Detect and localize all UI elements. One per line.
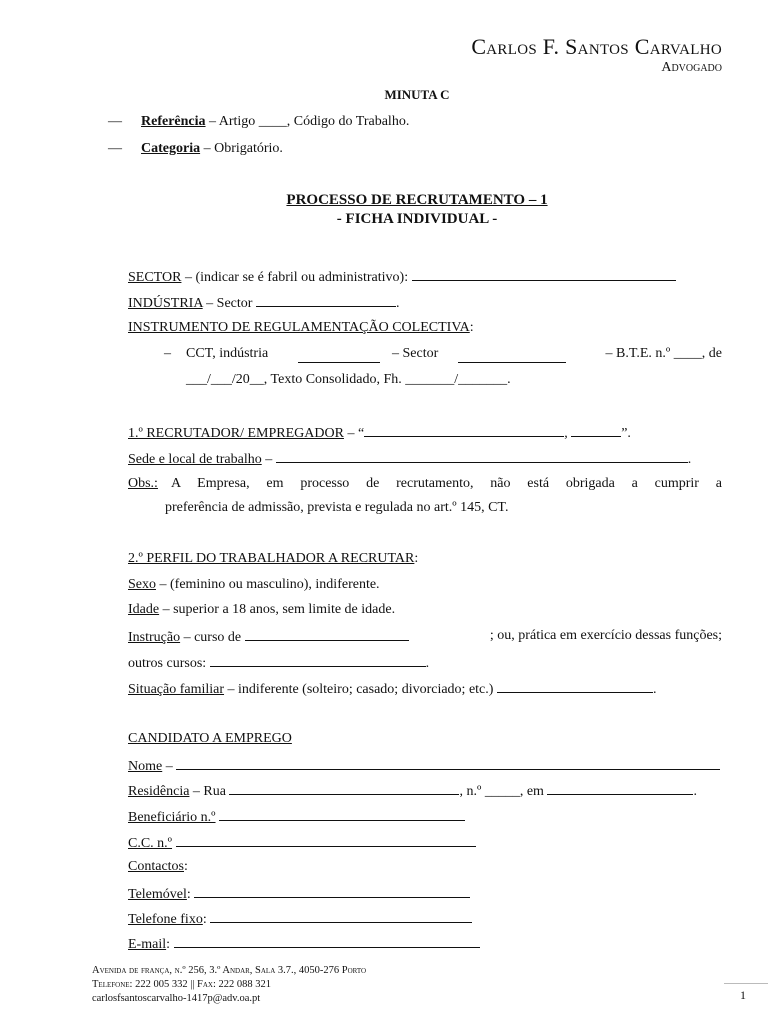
cct-line	[164, 346, 722, 362]
perfil-label: 2.º PERFIL DO TRABALHADOR A RECRUTAR	[128, 551, 415, 566]
contactos-label: Contactos	[128, 859, 184, 874]
outros-line: outros cursos: .	[128, 656, 430, 671]
email-blank[interactable]	[174, 935, 480, 948]
obs-line	[128, 476, 722, 492]
reference-label: Referência	[141, 114, 206, 129]
beneficiario-line	[128, 808, 465, 826]
obs-text-1: A Empresa, em processo de recrutamento, não está obrigada a cumprir a	[171, 476, 722, 491]
perfil-heading: 2.º PERFIL DO TRABALHADOR A RECRUTAR:	[128, 551, 419, 566]
telefone-label: Telefone fixo	[128, 912, 203, 927]
lawyer-title: Advogado	[661, 60, 722, 75]
page-number-rule	[724, 983, 768, 984]
industria-label: INDÚSTRIA	[128, 296, 203, 311]
cct-industria: CCT, indústria	[186, 346, 269, 361]
footer-address: Avenida de frança, n.º 256, 3.º Andar, Sala 3.7., 4050-276 Porto	[92, 965, 367, 976]
situacao-blank[interactable]	[497, 680, 653, 693]
contactos-line: Contactos:	[128, 859, 188, 874]
footer-phone: Telefone: 222 005 332 || Fax: 222 088 321	[92, 979, 272, 990]
recrutador-name-blank[interactable]	[364, 424, 564, 437]
cct-sector: – Sector	[392, 346, 439, 361]
sede-blank[interactable]	[276, 450, 688, 463]
industria-blank[interactable]	[256, 294, 396, 307]
idade-text: – superior a 18 anos, sem limite de idade.	[159, 602, 396, 617]
outros-blank[interactable]	[210, 654, 426, 667]
residencia-label: Residência	[128, 784, 190, 799]
candidato-heading	[128, 731, 292, 747]
residencia-local-blank[interactable]	[547, 782, 693, 795]
telemovel-label: Telemóvel	[128, 887, 187, 902]
instrucao-blank[interactable]	[245, 628, 409, 641]
document-title	[0, 192, 770, 228]
industria-text: – Sector	[202, 296, 256, 311]
instrucao-line	[128, 628, 722, 646]
instrucao-text-b: ; ou, prática em exercício dessas funções;	[489, 628, 722, 643]
instrumento-line: INSTRUMENTO DE REGULAMENTAÇÃO COLECTIVA:	[128, 320, 474, 335]
telefone-blank[interactable]	[210, 910, 472, 923]
reference-line	[108, 114, 409, 130]
nome-line: Nome –	[128, 757, 720, 775]
residencia-numero: , n.º _____, em	[459, 784, 548, 799]
instrumento-label: INSTRUMENTO DE REGULAMENTAÇÃO COLECTIVA	[128, 320, 470, 335]
idade-line	[128, 602, 395, 618]
obs-label: Obs.:	[128, 476, 158, 491]
sexo-label: Sexo	[128, 577, 156, 592]
recrutador-text-a: – “	[343, 426, 365, 441]
idade-label: Idade	[128, 602, 160, 617]
category-line	[108, 141, 283, 157]
email-label: E-mail	[128, 937, 167, 952]
instrucao-text-a: – curso de	[180, 630, 245, 645]
cct-industria-blank[interactable]	[298, 350, 380, 363]
category-label: Categoria	[141, 141, 201, 156]
footer	[92, 964, 366, 1006]
sexo-line	[128, 577, 380, 593]
reference-dash: —	[108, 114, 122, 129]
obs-text-2: preferência de admissão, prevista e regulada no art.º 145, CT.	[165, 500, 509, 515]
instrucao-label: Instrução	[128, 630, 181, 645]
situacao-label: Situação familiar	[128, 682, 225, 697]
nome-label: Nome	[128, 759, 163, 774]
telemovel-line: Telemóvel:	[128, 885, 470, 903]
industria-line: INDÚSTRIA – Sector .	[128, 296, 400, 311]
sector-line	[128, 268, 676, 286]
residencia-line: Residência – Rua , n.º _____, em .	[128, 784, 697, 799]
category-dash: —	[108, 141, 122, 156]
cc-label: C.C. n.º	[128, 836, 173, 851]
sector-label: SECTOR	[128, 270, 182, 285]
telefone-line: Telefone fixo:	[128, 910, 472, 928]
residencia-rua-blank[interactable]	[229, 782, 459, 795]
beneficiario-blank[interactable]	[219, 808, 465, 821]
cct-sector-blank[interactable]	[458, 350, 566, 363]
recrutador-label: 1.º RECRUTADOR/ EMPREGADOR	[128, 426, 344, 441]
cc-blank[interactable]	[176, 834, 476, 847]
lawyer-name: Carlos F. Santos Carvalho	[471, 34, 722, 59]
candidato-label: CANDIDATO A EMPREGO	[128, 731, 292, 746]
telemovel-blank[interactable]	[194, 885, 470, 898]
cct-dash: –	[164, 346, 171, 361]
situacao-text: – indiferente (solteiro; casado; divorciado; etc.)	[224, 682, 497, 697]
sede-line: Sede e local de trabalho – .	[128, 452, 692, 467]
page-number: 1	[740, 988, 746, 1002]
nome-blank[interactable]	[176, 757, 720, 770]
title-line-2: - FICHA INDIVIDUAL -	[336, 211, 498, 227]
situacao-line: Situação familiar – indiferente (solteiro; casado; divorciado; etc.) .	[128, 682, 657, 697]
reference-text: – Artigo ____, Código do Trabalho.	[205, 114, 410, 129]
cct-bte: – B.T.E. n.º ____, de	[605, 346, 722, 361]
cc-line	[128, 834, 476, 852]
outros-label: outros cursos:	[128, 656, 210, 671]
recrutador-text-b: ”.	[621, 426, 631, 441]
beneficiario-label: Beneficiário n.º	[128, 810, 216, 825]
cct-line-2: ___/___/20__, Texto Consolidado, Fh. _______/_______.	[186, 372, 511, 387]
footer-email: carlosfsantoscarvalho-1417p@adv.oa.pt	[92, 993, 261, 1004]
sede-text: –	[261, 452, 276, 467]
sede-label: Sede e local de trabalho	[128, 452, 262, 467]
recrutador-extra-blank[interactable]	[571, 424, 621, 437]
recrutador-line: 1.º RECRUTADOR/ EMPREGADOR – “ , ”.	[128, 426, 631, 441]
minuta-heading: MINUTA C	[384, 87, 450, 102]
sexo-text: – (feminino ou masculino), indiferente.	[156, 577, 380, 592]
residencia-rua: – Rua	[189, 784, 230, 799]
category-text: – Obrigatório.	[200, 141, 283, 156]
sector-blank[interactable]	[412, 268, 676, 281]
email-line: E-mail:	[128, 935, 480, 953]
title-line-1: PROCESSO DE RECRUTAMENTO – 1	[286, 192, 548, 208]
sector-text: – (indicar se é fabril ou administrativo):	[181, 270, 412, 285]
